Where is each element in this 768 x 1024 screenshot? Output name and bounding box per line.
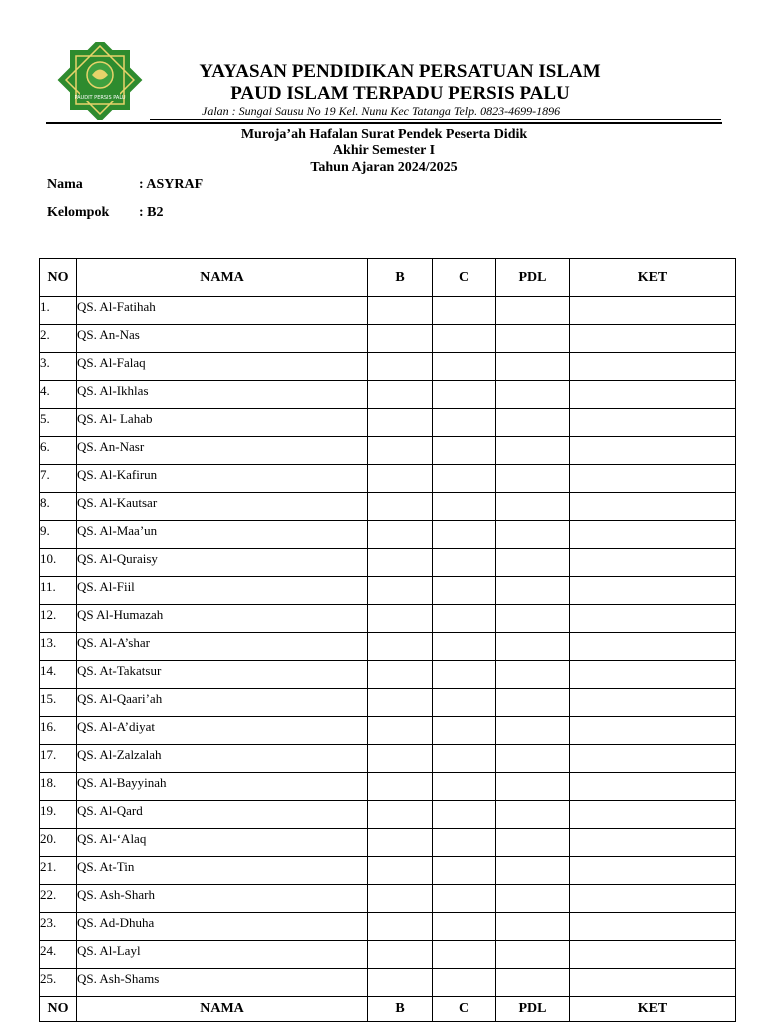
cell-b — [368, 969, 433, 997]
cell-pdl — [496, 885, 570, 913]
cell-b — [368, 717, 433, 745]
row-number: 14. — [40, 661, 77, 689]
table-row — [40, 745, 736, 773]
table-row — [40, 465, 736, 493]
row-number: 13. — [40, 633, 77, 661]
cell-ket — [570, 465, 736, 493]
school-address: Jalan : Sungai Sausu No 19 Kel. Nunu Kec Tatanga Telp. 0823-4699-1896 — [202, 104, 561, 118]
cell-c — [433, 633, 496, 661]
col-footer-no: NO — [40, 997, 77, 1022]
cell-pdl — [496, 633, 570, 661]
row-number: 25. — [40, 969, 77, 997]
semester-label: Akhir Semester I — [332, 143, 436, 158]
surah-name: QS. Al-Maa’un — [77, 521, 368, 549]
cell-ket — [570, 493, 736, 521]
table-row — [40, 969, 736, 997]
cell-c — [433, 773, 496, 801]
cell-b — [368, 857, 433, 885]
surah-name: QS. Al- Lahab — [77, 409, 368, 437]
memorization-table — [39, 258, 736, 1022]
cell-ket — [570, 297, 736, 325]
surah-name: QS. Ad-Dhuha — [77, 913, 368, 941]
cell-b — [368, 605, 433, 633]
cell-c — [433, 969, 496, 997]
cell-ket — [570, 661, 736, 689]
cell-b — [368, 493, 433, 521]
row-number: 17. — [40, 745, 77, 773]
row-number: 22. — [40, 885, 77, 913]
cell-c — [433, 857, 496, 885]
surah-name: QS. Al-Layl — [77, 941, 368, 969]
cell-pdl — [496, 717, 570, 745]
student-name-value: : ASYRAF — [139, 177, 204, 192]
cell-pdl — [496, 381, 570, 409]
surah-name: QS. Ash-Sharh — [77, 885, 368, 913]
cell-b — [368, 325, 433, 353]
table-row — [40, 633, 736, 661]
cell-ket — [570, 605, 736, 633]
col-header-c: C — [433, 259, 496, 297]
cell-c — [433, 745, 496, 773]
surah-name: QS. Al-Zalzalah — [77, 745, 368, 773]
cell-ket — [570, 857, 736, 885]
table-row — [40, 521, 736, 549]
header-rule-thin — [150, 119, 721, 120]
row-number: 21. — [40, 857, 77, 885]
cell-c — [433, 437, 496, 465]
cell-pdl — [496, 605, 570, 633]
row-number: 3. — [40, 353, 77, 381]
row-number: 1. — [40, 297, 77, 325]
cell-c — [433, 941, 496, 969]
logo-caption: PAUDIT PERSIS PALU — [74, 95, 126, 101]
cell-c — [433, 661, 496, 689]
cell-b — [368, 913, 433, 941]
col-footer-ket: KET — [570, 997, 736, 1022]
table-row — [40, 941, 736, 969]
cell-pdl — [496, 493, 570, 521]
table-row — [40, 381, 736, 409]
cell-ket — [570, 689, 736, 717]
cell-b — [368, 633, 433, 661]
cell-ket — [570, 325, 736, 353]
cell-ket — [570, 521, 736, 549]
table-row — [40, 913, 736, 941]
cell-pdl — [496, 297, 570, 325]
col-footer-b: B — [368, 997, 433, 1022]
table-row — [40, 297, 736, 325]
surah-name: QS. Al-Quraisy — [77, 549, 368, 577]
cell-b — [368, 465, 433, 493]
row-number: 7. — [40, 465, 77, 493]
cell-c — [433, 353, 496, 381]
cell-ket — [570, 577, 736, 605]
cell-pdl — [496, 829, 570, 857]
row-number: 9. — [40, 521, 77, 549]
table-row — [40, 801, 736, 829]
table-row — [40, 577, 736, 605]
cell-b — [368, 773, 433, 801]
cell-ket — [570, 773, 736, 801]
row-number: 12. — [40, 605, 77, 633]
cell-b — [368, 353, 433, 381]
school-name: PAUD ISLAM TERPADU PERSIS PALU — [230, 83, 570, 104]
cell-pdl — [496, 465, 570, 493]
header-rule-thick — [46, 122, 722, 124]
col-footer-pdl: PDL — [496, 997, 570, 1022]
surah-name: QS. Al-Fiil — [77, 577, 368, 605]
student-name-label: Nama — [47, 177, 83, 192]
cell-pdl — [496, 521, 570, 549]
cell-c — [433, 577, 496, 605]
surah-name: QS. At-Tin — [77, 857, 368, 885]
col-header-nama: NAMA — [77, 259, 368, 297]
cell-b — [368, 801, 433, 829]
cell-ket — [570, 969, 736, 997]
student-group-label: Kelompok — [47, 205, 110, 220]
cell-pdl — [496, 941, 570, 969]
row-number: 18. — [40, 773, 77, 801]
cell-b — [368, 661, 433, 689]
row-number: 23. — [40, 913, 77, 941]
row-number: 16. — [40, 717, 77, 745]
cell-c — [433, 549, 496, 577]
surah-name: QS. Al-Qaari’ah — [77, 689, 368, 717]
document-title: Muroja’ah Hafalan Surat Pendek Peserta Didik — [240, 127, 528, 142]
cell-pdl — [496, 773, 570, 801]
row-number: 15. — [40, 689, 77, 717]
cell-b — [368, 381, 433, 409]
row-number: 19. — [40, 801, 77, 829]
col-header-no: NO — [40, 259, 77, 297]
student-name-row — [47, 177, 203, 193]
cell-c — [433, 297, 496, 325]
surah-name: QS. Al-Kafirun — [77, 465, 368, 493]
cell-ket — [570, 885, 736, 913]
cell-c — [433, 689, 496, 717]
cell-ket — [570, 409, 736, 437]
cell-c — [433, 521, 496, 549]
surah-name: QS. An-Nas — [77, 325, 368, 353]
surah-name: QS. Al-Kautsar — [77, 493, 368, 521]
logo-star-emblem — [50, 42, 150, 120]
row-number: 20. — [40, 829, 77, 857]
academic-year: Tahun Ajaran 2024/2025 — [310, 160, 458, 175]
table-row — [40, 353, 736, 381]
cell-c — [433, 465, 496, 493]
table-row — [40, 773, 736, 801]
table-row — [40, 829, 736, 857]
cell-pdl — [496, 353, 570, 381]
col-header-b: B — [368, 259, 433, 297]
cell-pdl — [496, 857, 570, 885]
table-row — [40, 409, 736, 437]
cell-pdl — [496, 661, 570, 689]
surah-name: QS. Al-A’shar — [77, 633, 368, 661]
cell-b — [368, 885, 433, 913]
cell-b — [368, 409, 433, 437]
cell-c — [433, 801, 496, 829]
row-number: 24. — [40, 941, 77, 969]
col-footer-c: C — [433, 997, 496, 1022]
cell-b — [368, 437, 433, 465]
table-row — [40, 325, 736, 353]
cell-b — [368, 521, 433, 549]
cell-c — [433, 381, 496, 409]
table-row — [40, 549, 736, 577]
cell-pdl — [496, 577, 570, 605]
cell-b — [368, 745, 433, 773]
surah-name: QS. Al-Bayyinah — [77, 773, 368, 801]
cell-c — [433, 325, 496, 353]
table-row — [40, 885, 736, 913]
cell-pdl — [496, 689, 570, 717]
cell-pdl — [496, 801, 570, 829]
surah-name: QS Al-Humazah — [77, 605, 368, 633]
cell-ket — [570, 829, 736, 857]
cell-ket — [570, 549, 736, 577]
surah-name: QS. Al-Falaq — [77, 353, 368, 381]
cell-b — [368, 549, 433, 577]
cell-ket — [570, 745, 736, 773]
table-row — [40, 717, 736, 745]
cell-pdl — [496, 325, 570, 353]
row-number: 5. — [40, 409, 77, 437]
surah-name: QS. Al-Ikhlas — [77, 381, 368, 409]
organization-name: YAYASAN PENDIDIKAN PERSATUAN ISLAM — [199, 61, 601, 82]
cell-ket — [570, 801, 736, 829]
col-header-ket: KET — [570, 259, 736, 297]
cell-ket — [570, 913, 736, 941]
cell-c — [433, 409, 496, 437]
col-header-pdl: PDL — [496, 259, 570, 297]
cell-pdl — [496, 549, 570, 577]
cell-ket — [570, 381, 736, 409]
surah-name: QS. Al-Qard — [77, 801, 368, 829]
cell-pdl — [496, 913, 570, 941]
cell-pdl — [496, 437, 570, 465]
row-number: 8. — [40, 493, 77, 521]
col-footer-nama: NAMA — [77, 997, 368, 1022]
cell-b — [368, 577, 433, 605]
cell-ket — [570, 353, 736, 381]
cell-b — [368, 297, 433, 325]
cell-c — [433, 829, 496, 857]
row-number: 11. — [40, 577, 77, 605]
table-row — [40, 689, 736, 717]
student-group-row — [47, 205, 164, 221]
table-row — [40, 437, 736, 465]
cell-b — [368, 941, 433, 969]
surah-name: QS. At-Takatsur — [77, 661, 368, 689]
cell-b — [368, 689, 433, 717]
cell-c — [433, 493, 496, 521]
table-footer-row — [40, 997, 736, 1022]
surah-name: QS. Al-‘Alaq — [77, 829, 368, 857]
cell-pdl — [496, 409, 570, 437]
row-number: 6. — [40, 437, 77, 465]
cell-ket — [570, 437, 736, 465]
cell-pdl — [496, 745, 570, 773]
table-header-row — [40, 259, 736, 297]
table-row — [40, 661, 736, 689]
row-number: 4. — [40, 381, 77, 409]
cell-c — [433, 605, 496, 633]
cell-ket — [570, 941, 736, 969]
cell-ket — [570, 633, 736, 661]
surah-name: QS. Al-Fatihah — [77, 297, 368, 325]
cell-pdl — [496, 969, 570, 997]
cell-ket — [570, 717, 736, 745]
table-row — [40, 857, 736, 885]
surah-name: QS. An-Nasr — [77, 437, 368, 465]
row-number: 10. — [40, 549, 77, 577]
table-row — [40, 605, 736, 633]
table-row — [40, 493, 736, 521]
student-group-value: : B2 — [139, 205, 164, 220]
surah-name: QS. Ash-Shams — [77, 969, 368, 997]
cell-c — [433, 717, 496, 745]
surah-name: QS. Al-A’diyat — [77, 717, 368, 745]
row-number: 2. — [40, 325, 77, 353]
cell-b — [368, 829, 433, 857]
cell-c — [433, 913, 496, 941]
cell-c — [433, 885, 496, 913]
school-logo — [50, 42, 150, 120]
